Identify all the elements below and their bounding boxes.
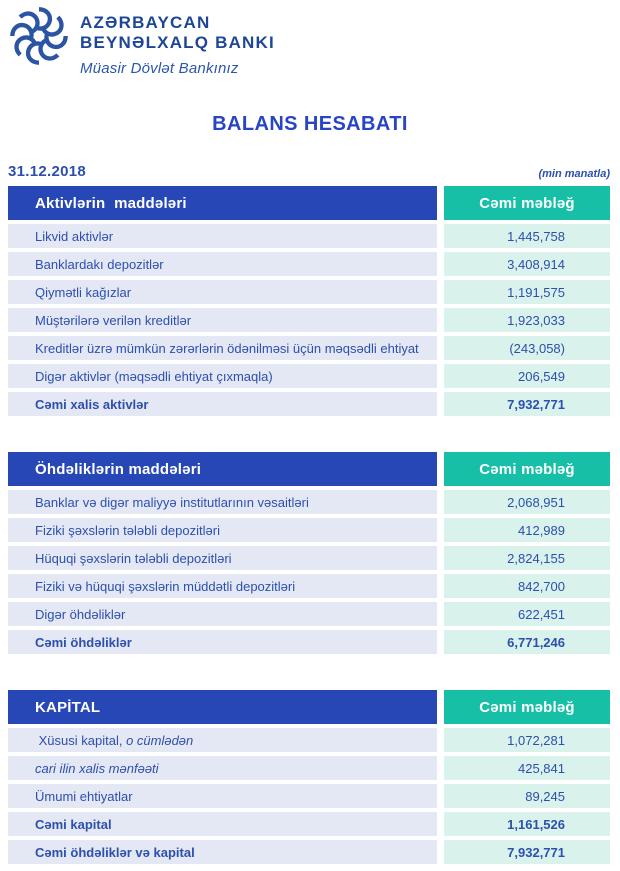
row-label xyxy=(8,392,437,416)
table-row xyxy=(8,308,610,332)
table-row xyxy=(8,574,610,598)
row-label-text: Kreditlər üzrə mümkün zərərlərin ödənilməsi üçün məqsədli ehtiyat xyxy=(35,340,419,356)
row-value: 7,932,771 xyxy=(444,392,610,416)
row-value: 425,841 xyxy=(444,756,610,780)
table-row xyxy=(8,518,610,542)
page-title: BALANS HESABATI xyxy=(212,113,408,136)
table-row xyxy=(8,392,610,416)
row-value: 1,191,575 xyxy=(444,280,610,304)
row-label xyxy=(8,756,437,780)
table-row xyxy=(8,756,610,780)
row-value: 89,245 xyxy=(444,784,610,808)
row-label-text: Cəmi xalis aktivlər xyxy=(35,396,149,412)
row-label-italic-text: o cümlədən xyxy=(126,732,194,748)
row-value: 622,451 xyxy=(444,602,610,626)
table-row xyxy=(8,840,610,864)
table-row xyxy=(8,336,610,360)
table-row xyxy=(8,280,610,304)
row-label-text: Banklar və digər maliyyə institutlarının vəsaitləri xyxy=(35,494,309,510)
row-label-text: Cəmi öhdəliklər və kapital xyxy=(35,844,195,860)
row-label xyxy=(8,490,437,514)
table-header-value: Cəmi məbləğ xyxy=(444,452,610,486)
row-label xyxy=(8,224,437,248)
row-value: (243,058) xyxy=(444,336,610,360)
row-label-text: Likvid aktivlər xyxy=(35,228,114,244)
row-label xyxy=(8,280,437,304)
row-value: 206,549 xyxy=(444,364,610,388)
table-header-label: Öhdəliklərin maddələri xyxy=(8,452,437,486)
row-label xyxy=(8,728,437,752)
report-date: 31.12.2018 xyxy=(8,163,87,181)
table-header-label: Aktivlərin maddələri xyxy=(8,186,437,220)
row-label xyxy=(8,252,437,276)
row-label xyxy=(8,336,437,360)
table-header-label: KAPİTAL xyxy=(8,690,437,724)
bank-tagline: Müasir Dövlət Bankınız xyxy=(80,60,239,78)
row-label-text: Ümumi ehtiyatlar xyxy=(35,788,133,804)
table-row xyxy=(8,812,610,836)
table-row xyxy=(8,364,610,388)
liabilities-table xyxy=(8,452,610,654)
row-label-text: Hüquqi şəxslərin tələbli depozitləri xyxy=(35,550,232,566)
row-value: 1,923,033 xyxy=(444,308,610,332)
row-label-text: Fiziki və hüquqi şəxslərin müddətli depozitləri xyxy=(35,578,296,594)
row-value: 842,700 xyxy=(444,574,610,598)
table-row xyxy=(8,546,610,570)
row-label xyxy=(8,546,437,570)
row-value: 1,161,526 xyxy=(444,812,610,836)
row-label xyxy=(8,364,437,388)
table-body xyxy=(8,728,610,864)
row-label xyxy=(8,602,437,626)
row-label xyxy=(8,840,437,864)
table-header-value: Cəmi məbləğ xyxy=(444,186,610,220)
row-label-text: Müştərilərə verilən kreditlər xyxy=(35,312,192,328)
row-value: 3,408,914 xyxy=(444,252,610,276)
row-value: 412,989 xyxy=(444,518,610,542)
row-label-text: Banklardakı depozitlər xyxy=(35,256,164,272)
report-meta xyxy=(8,163,610,180)
row-value: 1,445,758 xyxy=(444,224,610,248)
table-row xyxy=(8,252,610,276)
row-value: 2,068,951 xyxy=(444,490,610,514)
row-label xyxy=(8,630,437,654)
row-label-text: Digər aktivlər (məqsədli ehtiyat çıxmaqla) xyxy=(35,368,273,384)
assets-table xyxy=(8,186,610,416)
row-value: 7,932,771 xyxy=(444,840,610,864)
bank-name-line1: AZƏRBAYCAN xyxy=(80,13,211,32)
row-label xyxy=(8,812,437,836)
row-label-text: Fiziki şəxslərin tələbli depozitləri xyxy=(35,522,220,538)
table-row xyxy=(8,602,610,626)
bank-logo-icon xyxy=(8,5,70,67)
row-label-text: Cəmi öhdəliklər xyxy=(35,634,132,650)
row-label xyxy=(8,784,437,808)
row-label xyxy=(8,308,437,332)
table-row xyxy=(8,630,610,654)
table-body xyxy=(8,490,610,654)
table-header-row xyxy=(8,452,610,486)
bank-name-block xyxy=(80,5,275,77)
table-row xyxy=(8,784,610,808)
unit-note: (min manatla) xyxy=(538,168,610,181)
table-header-row xyxy=(8,186,610,220)
table-row xyxy=(8,490,610,514)
row-label-text: Qiymətli kağızlar xyxy=(35,284,132,300)
table-body xyxy=(8,224,610,416)
row-label-text: cari ilin xalis mənfəəti xyxy=(35,760,159,776)
row-value: 1,072,281 xyxy=(444,728,610,752)
table-row xyxy=(8,224,610,248)
row-label xyxy=(8,518,437,542)
table-row xyxy=(8,728,610,752)
capital-table xyxy=(8,690,610,864)
row-label-text: Digər öhdəliklər xyxy=(35,606,126,622)
row-value: 6,771,246 xyxy=(444,630,610,654)
row-label-text: Cəmi kapital xyxy=(35,816,112,832)
row-label-text: Xüsusi kapital, xyxy=(35,732,127,748)
table-header-value: Cəmi məbləğ xyxy=(444,690,610,724)
bank-name-line2: BEYNƏLXALQ BANKI xyxy=(80,33,275,53)
table-header-row xyxy=(8,690,610,724)
bank-brand-header xyxy=(0,0,620,77)
row-value: 2,824,155 xyxy=(444,546,610,570)
row-label xyxy=(8,574,437,598)
